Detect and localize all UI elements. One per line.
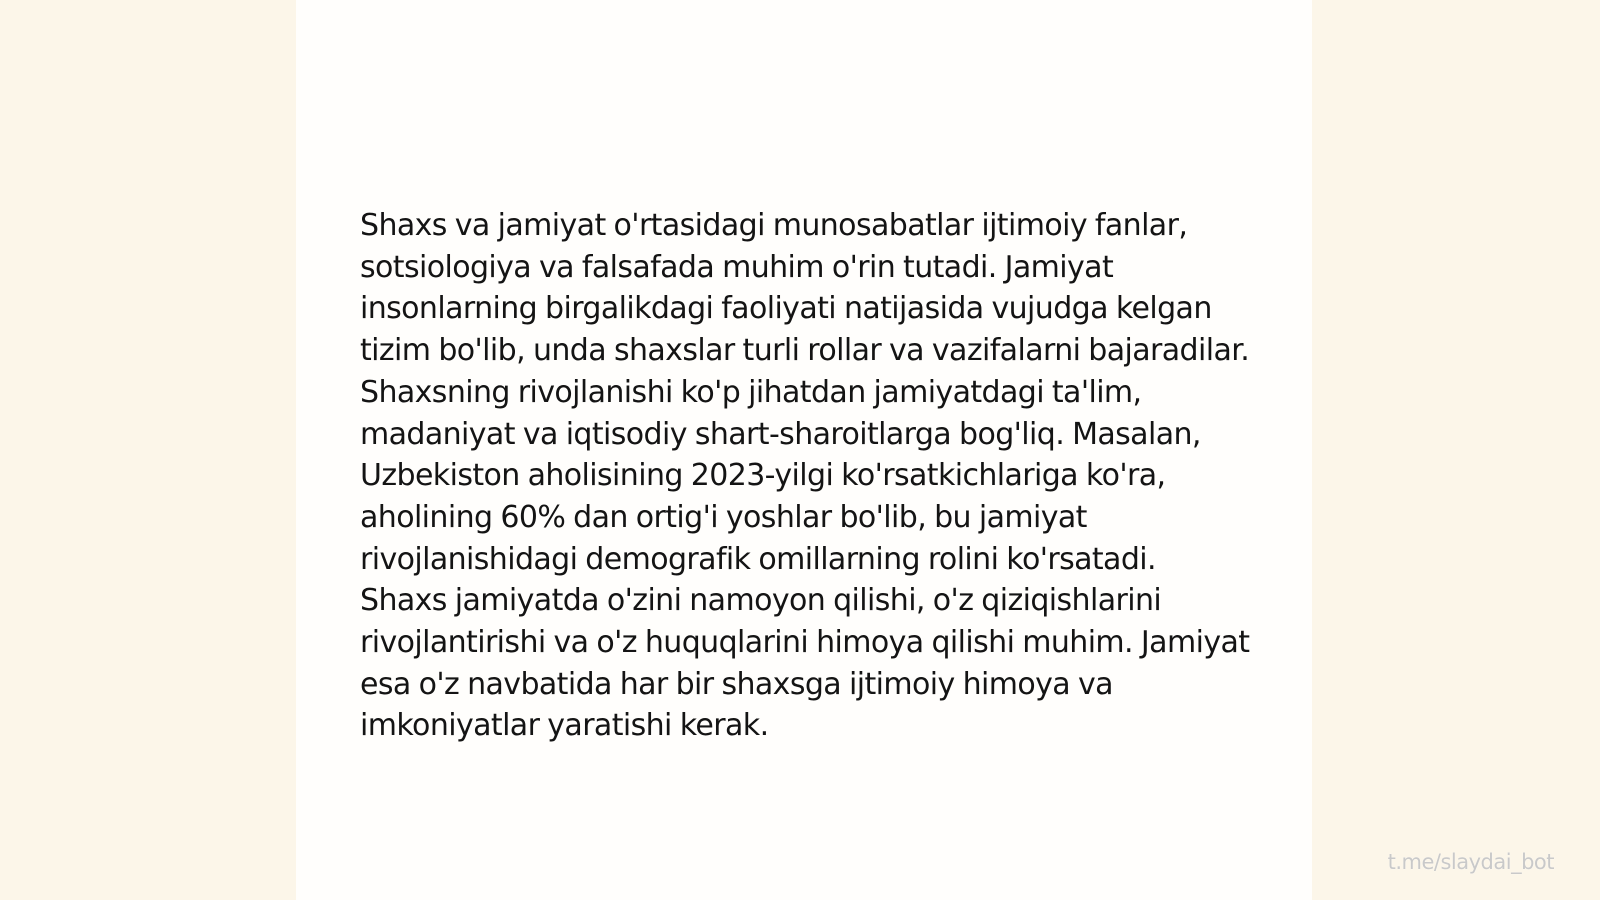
slide-body-text: Shaxs va jamiyat o'rtasidagi munosabatlar ijtimoiy fanlar, sotsiologiya va falsafada muhim o'rin tutadi. Jamiyat insonlarning birgalikdagi faoliyati natijasida vujudga kelgan tizim bo'lib, unda shaxslar turli rollar va vazifalarni bajaradilar. Shaxsning rivojlanishi ko'p jihatdan jamiyatdagi ta'lim, madaniyat va iqtisodiy shart-sharoitlarga bog'liq. Masalan, Uzbekiston aholisining 2023-yilgi ko'rsatkichlariga ko'ra, aholining 60% dan ortig'i yoshlar bo'lib, bu jamiyat rivojlanishidagi demografik omillarning rolini ko'rsatadi. Shaxs jamiyatda o'zini namoyon qilishi, o'z qiziqishlarini rivojlantirishi va o'z huquqlarini himoya qilishi muhim. Jamiyat esa o'z navbatida har bir shaxsga ijtimoiy himoya va imkoniyatlar yaratishi kerak.: [360, 208, 1250, 744]
watermark: t.me/slaydai_bot: [1387, 850, 1554, 874]
